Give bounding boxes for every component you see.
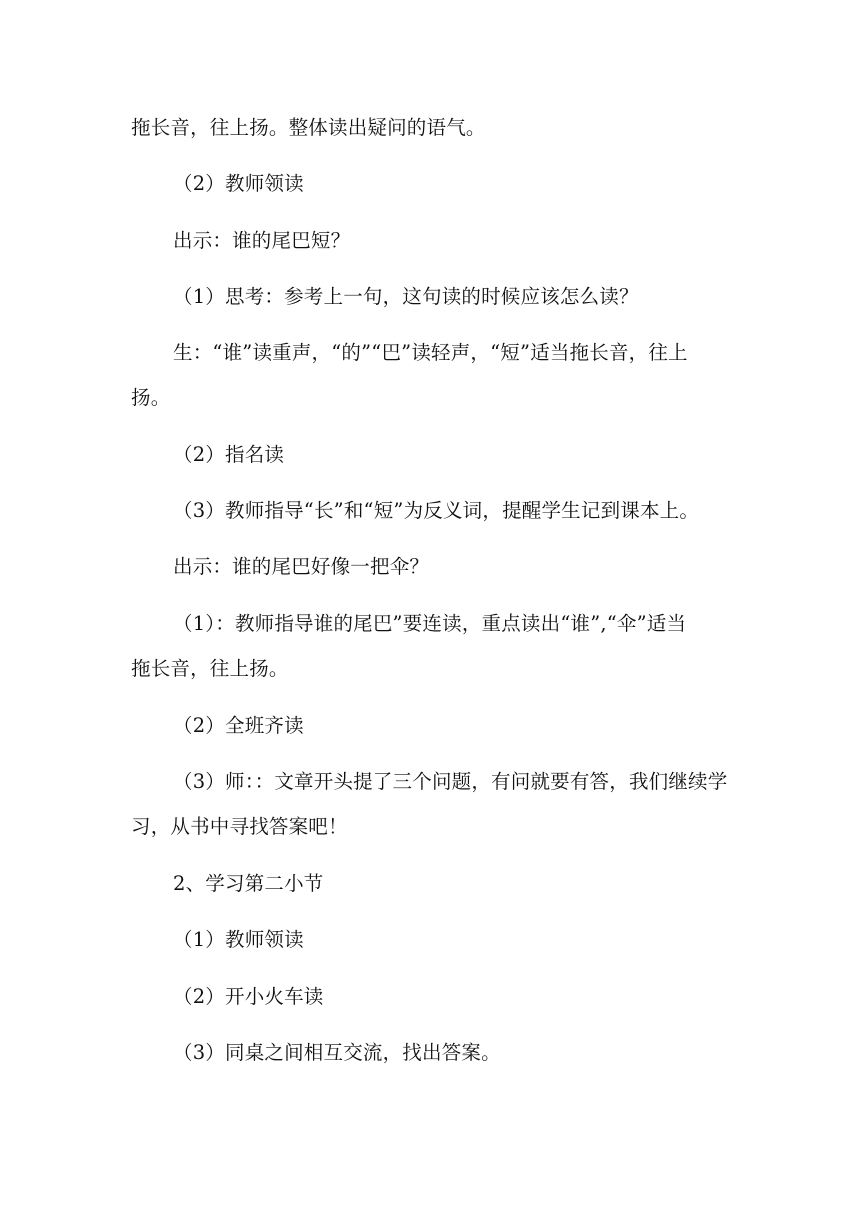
text-line: 2、学习第二小节 [173,872,324,895]
text-line: （2）全班齐读 [173,714,304,737]
text-line: 出示：谁的尾巴短？ [173,229,351,252]
text-line: （2）开小火车读 [173,985,324,1008]
text-line: （3）师：：文章开头提了三个问题，有问就要有答，我们继续学 [173,770,728,793]
text-line: 拖长音，往上扬。整体读出疑问的语气。 [131,116,486,139]
text-line: 拖长音，往上扬。 [131,657,289,680]
text-line: （1）：教师指导谁的尾巴”要连读，重点读出“谁”,“伞”适当 [173,612,687,635]
text-line: 习，从书中寻找答案吧！ [131,815,348,838]
text-line: （2）指名读 [173,443,285,466]
text-line: （1）教师领读 [173,928,304,951]
text-line: 扬。 [131,386,171,409]
text-line: （3）同桌之间相互交流，找出答案。 [173,1041,501,1064]
text-line: 生：“谁”读重声，“的”“巴”读轻声，“短”适当拖长音，往上 [173,341,688,364]
text-line: （1）思考：参考上一句，这句读的时候应该怎么读？ [173,285,639,308]
text-line: （3）教师指导“长”和“短”为反义词，提醒学生记到课本上。 [173,499,700,522]
text-line: （2）教师领读 [173,172,304,195]
text-line: 出示：谁的尾巴好像一把伞？ [173,555,430,578]
